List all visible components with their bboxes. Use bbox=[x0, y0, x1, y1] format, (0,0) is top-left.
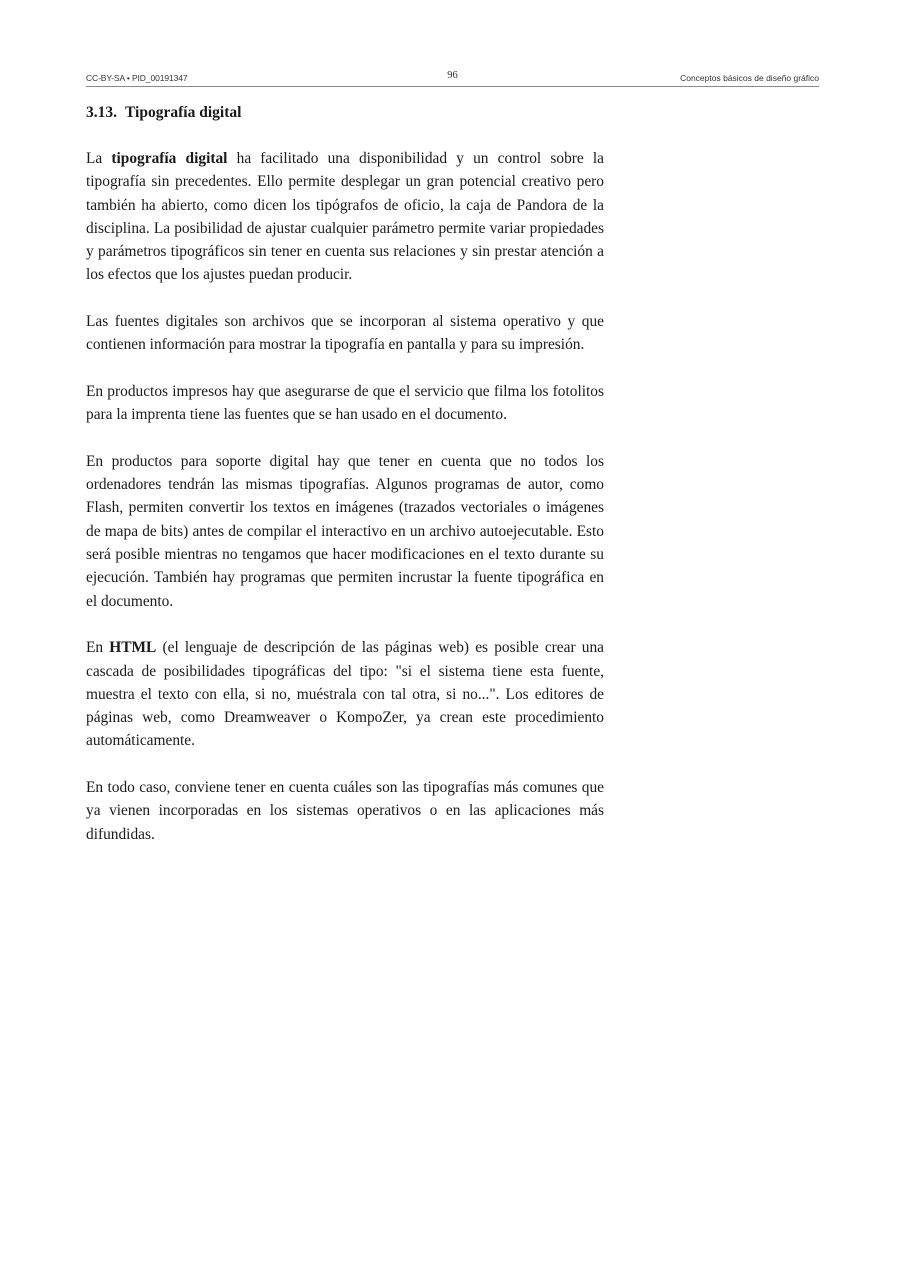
paragraph-html bbox=[86, 636, 604, 752]
page-body bbox=[86, 103, 604, 869]
paragraph-text: ha facilitado una disponibilidad y un control sobre la tipografía sin precedentes. Ello permite desplegar un gran potencial creativo pero también ha abierto, como dicen los tipógrafos de oficio, la caja de Pandora de la disciplina. La posibilidad de ajustar cualquier parámetro permite variar propiedades y parámetros tipográficos sin tener en cuenta sus relaciones y sin prestar atención a los efectos que los ajustes puedan producir. bbox=[86, 150, 604, 284]
document-title: Conceptos básicos de diseño gráfico bbox=[680, 73, 819, 83]
paragraph-text: La bbox=[86, 150, 112, 167]
section-number: 3.13. bbox=[86, 104, 117, 121]
bold-term: HTML bbox=[109, 639, 157, 657]
paragraph-fuentes-digitales: Las fuentes digitales son archivos que se incorporan al sistema operativo y que contienen información para mostrar la tipografía en pantalla y para su impresión. bbox=[86, 313, 604, 354]
paragraph-en-todo-caso: En todo caso, conviene tener en cuenta cuáles son las tipografías más comunes que ya vienen incorporadas en los sistemas operativos o en las aplicaciones más difundidas. bbox=[86, 779, 604, 843]
section-title: Tipografía digital bbox=[125, 104, 242, 121]
paragraph-text: En bbox=[86, 639, 110, 657]
paragraph-text: (el lenguaje de descripción de las páginas web) es posible crear una cascada de posibilidades tipográficas del tipo: "si el sistema tiene esta fuente, muestra el texto con ella, si no, muéstrala con tal otra, si no...". Los editores de páginas web, como Dreamweaver o KompoZer, ya crean este procedimiento automáticamente. bbox=[86, 639, 604, 750]
paragraph-productos-impresos: En productos impresos hay que asegurarse de que el servicio que filma los fotolitos para la imprenta tiene las fuentes que se han usado en el documento. bbox=[86, 382, 604, 424]
license-id-label: CC-BY-SA • PID_00191347 bbox=[86, 73, 188, 83]
section-heading bbox=[86, 103, 604, 123]
page-number: 96 bbox=[447, 70, 458, 81]
paragraph-soporte-digital: En productos para soporte digital hay que tener en cuenta que no todos los ordenadores tendrán las mismas tipografías. Algunos programas de autor, como Flash, permiten convertir los textos en imágenes (trazados vectoriales o imágenes de mapa de bits) antes de compilar el interactivo en un archivo autoejecutable. Esto será posible mientras no tengamos que hacer modificaciones en el texto durante su ejecución. También hay programas que permiten incrustar la fuente tipográfica en el documento. bbox=[86, 452, 604, 610]
page-header bbox=[86, 68, 819, 87]
paragraph-tipografia-digital bbox=[86, 147, 604, 287]
bold-term: tipografía digital bbox=[111, 150, 228, 167]
